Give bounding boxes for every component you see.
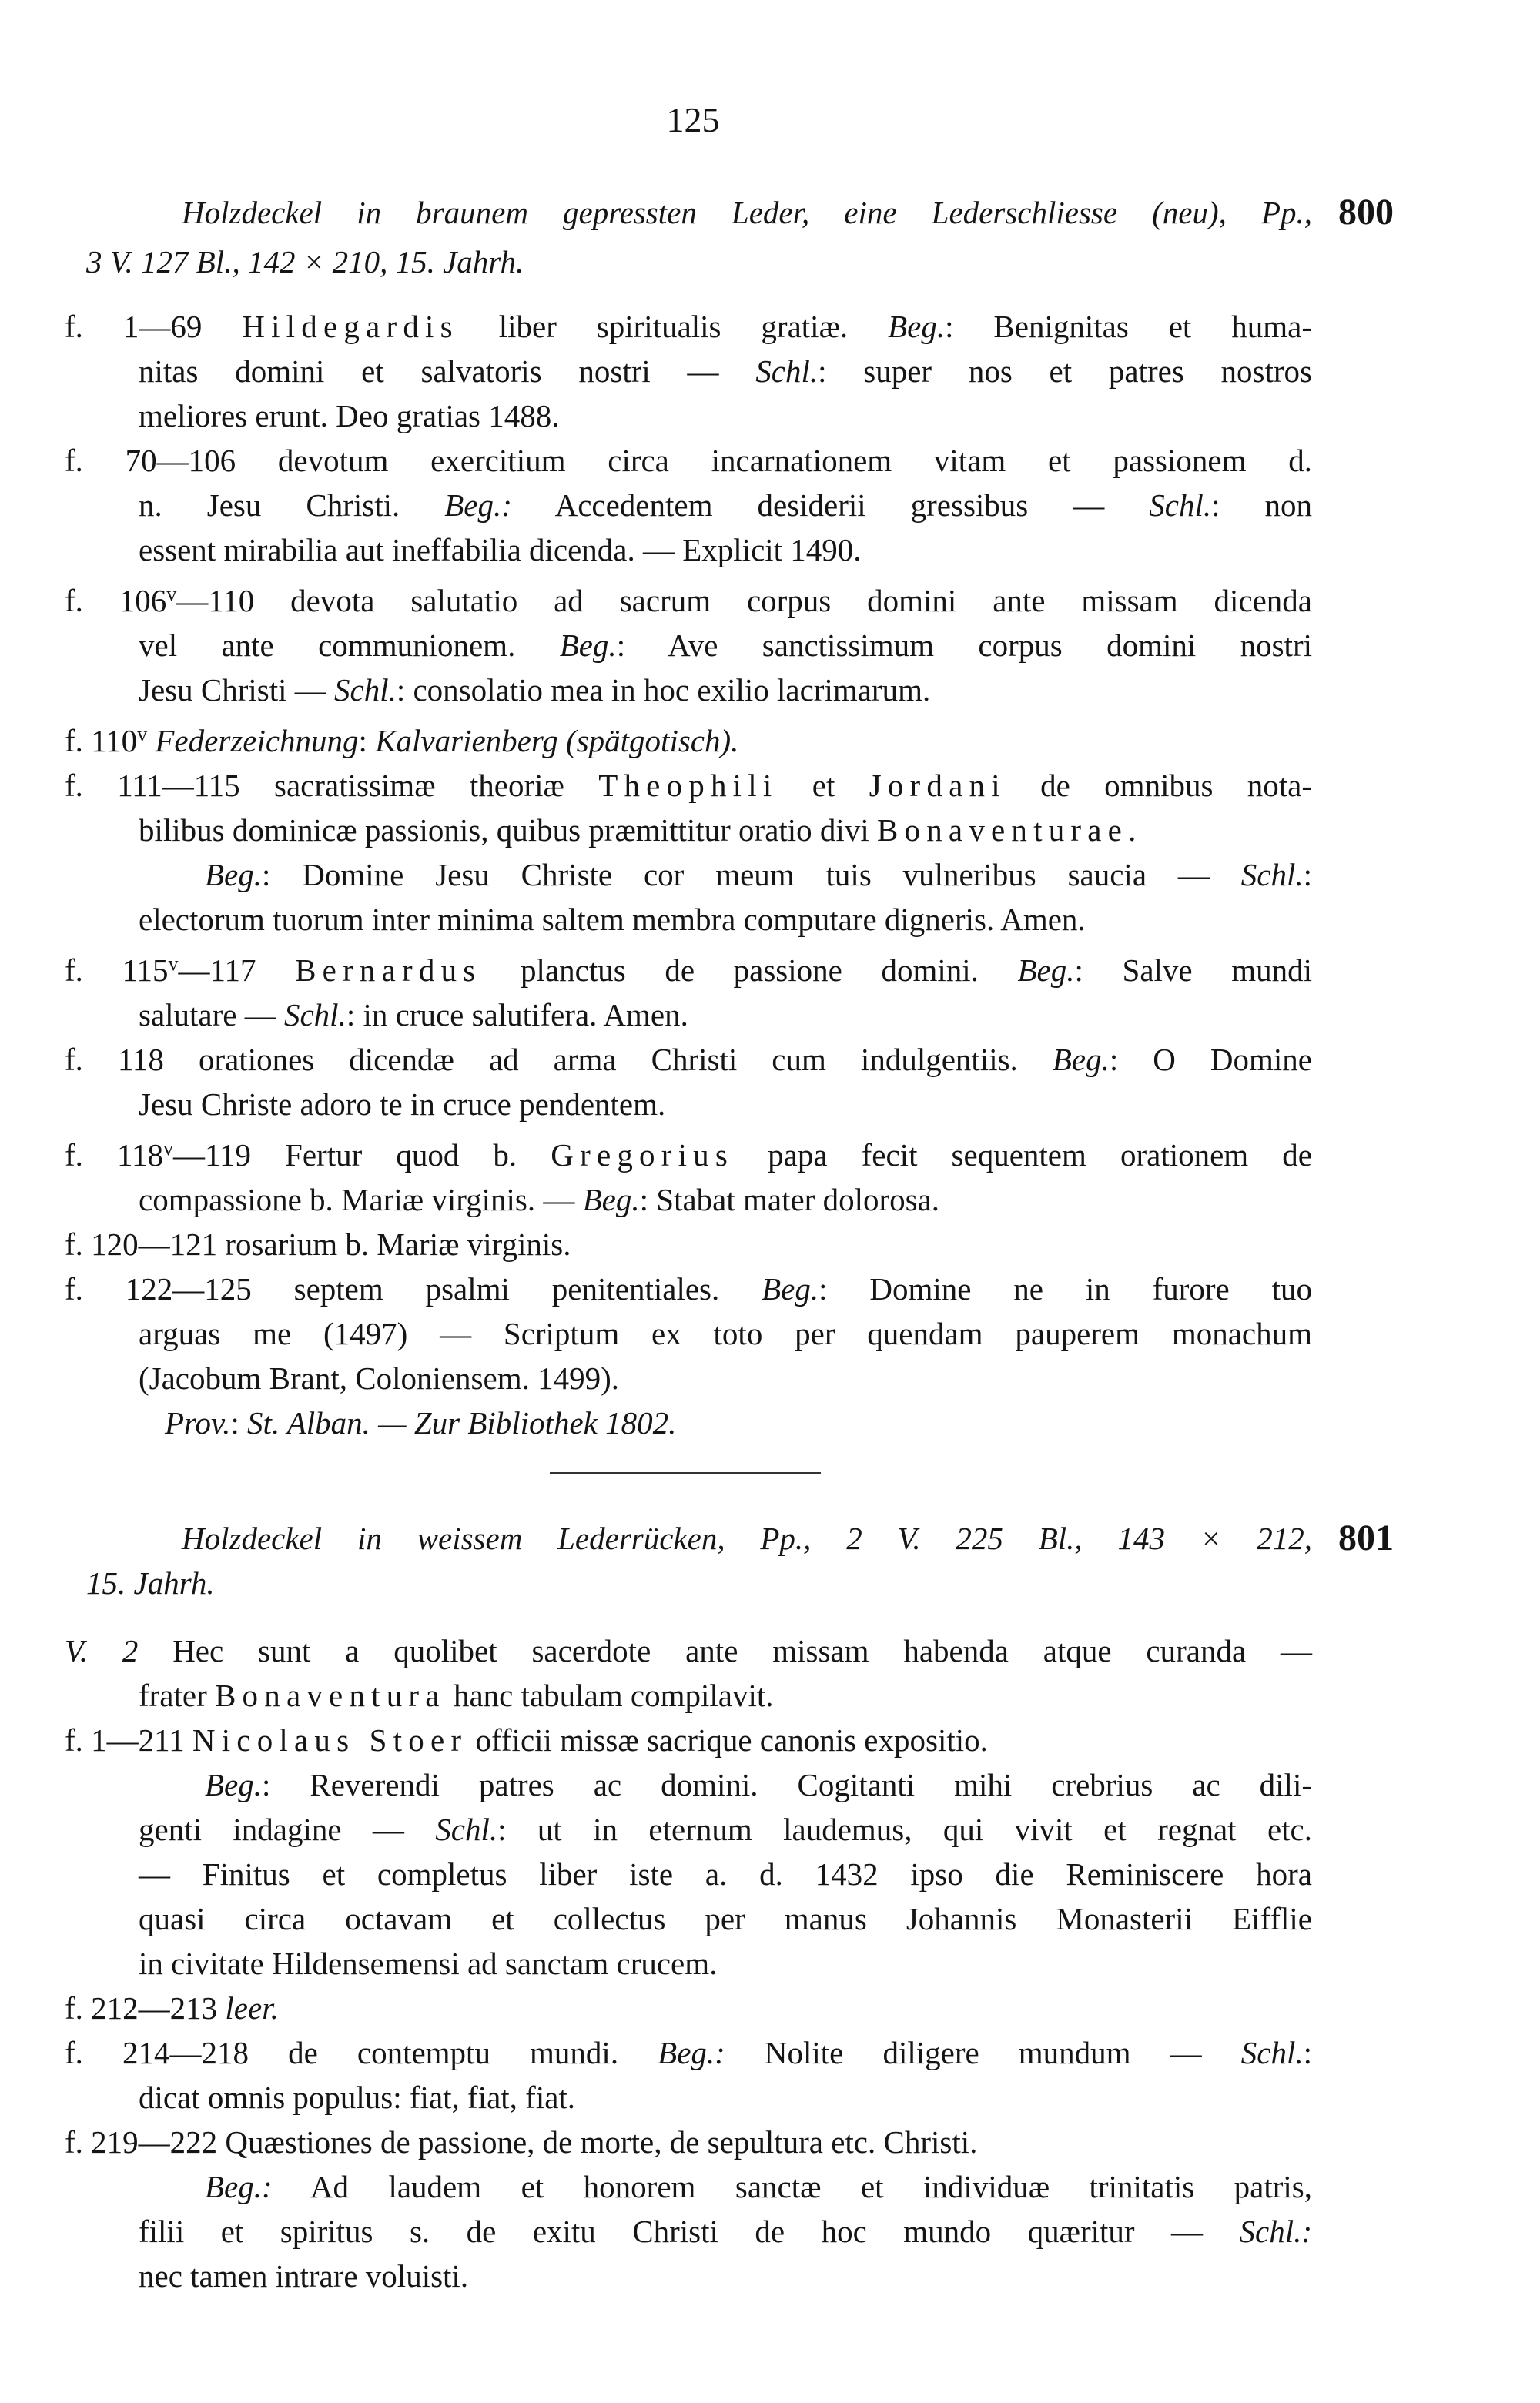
italic-text: Beg.	[762, 1271, 819, 1307]
text-segment: et	[778, 768, 869, 803]
folio-entry	[0, 572, 1540, 712]
text-segment: —117	[178, 952, 296, 988]
italic-text: Schl.	[1240, 2035, 1304, 2070]
catalog-number: 801	[1338, 1518, 1394, 1558]
text-line	[65, 1037, 1312, 1082]
text-line	[139, 1311, 1312, 1356]
text-segment: f. 118 orationes dicendæ ad arma Christi cum indulgentiis.	[65, 1042, 1053, 1077]
superscript: v	[162, 1137, 173, 1160]
folio-entry	[0, 712, 1540, 763]
folio-entry	[0, 1628, 1540, 1718]
text-line	[65, 1628, 1312, 1673]
text-segment: Jesu Christi —	[139, 672, 334, 708]
text-line	[205, 852, 1312, 897]
text-line	[65, 304, 1312, 349]
text-segment: : Domine ne in furore tuo	[819, 1271, 1312, 1307]
spaced-name: Bernardus	[295, 952, 482, 988]
spaced-name: Gregorius	[551, 1137, 735, 1173]
text-line	[139, 897, 1312, 942]
text-line	[139, 668, 1312, 712]
text-segment: f. 110	[65, 723, 138, 758]
italic-text: Beg.	[582, 1182, 640, 1217]
text-line	[139, 1807, 1312, 1852]
text-segment: f. 115	[65, 952, 169, 988]
text-segment: : super nos et patres nostros	[818, 353, 1312, 389]
text-segment: electorum tuorum inter minima saltem membra computare digneris. Amen.	[139, 902, 1086, 937]
text-line	[65, 1267, 1312, 1311]
text-segment: f. 118	[65, 1137, 163, 1173]
catalog-number: 800	[1338, 192, 1394, 233]
superscript: v	[137, 723, 148, 745]
spaced-name: Bonaventura	[215, 1678, 446, 1713]
text-line	[139, 1852, 1312, 1896]
section-divider	[550, 1472, 821, 1474]
italic-text: Federzeichnung	[155, 723, 359, 758]
folio-entry	[0, 1986, 1540, 2030]
header-line: Holzdeckel in weissem Lederrücken, Pp., 2 V. 225 Bl., 143 × 212,	[182, 1521, 1312, 1556]
text-segment: f. 212—213	[65, 1990, 226, 2026]
text-line	[65, 438, 1312, 483]
text-segment: : Stabat mater dolorosa.	[639, 1182, 940, 1217]
text-line	[139, 349, 1312, 393]
text-segment: f. 1—69	[65, 309, 243, 344]
text-line	[139, 1356, 1312, 1401]
text-segment: f. 214—218 de contemptu mundi.	[65, 2035, 658, 2070]
text-line	[65, 763, 1312, 808]
text-segment: Accedentem desiderii gressibus —	[511, 487, 1150, 523]
text-segment: f. 106	[65, 583, 167, 618]
text-segment: : ut in eternum laudemus, qui vivit et regnat etc.	[497, 1812, 1312, 1847]
text-segment: : Domine Jesu Christe cor meum tuis vulneribus saucia —	[262, 857, 1241, 892]
text-line	[139, 2075, 1312, 2120]
text-segment: Hec sunt a quolibet sacerdote ante missam habenda atque curanda —	[138, 1633, 1313, 1668]
text-segment: : Benignitas et huma-	[945, 309, 1313, 344]
text-segment: .	[1128, 812, 1137, 848]
italic-text: Beg.:	[205, 2169, 273, 2204]
contents-list	[0, 304, 1540, 1445]
text-line	[139, 1941, 1312, 1986]
italic-text: St. Alban. — Zur Bibliothek 1802.	[247, 1405, 677, 1441]
text-line	[65, 1986, 1312, 2030]
folio-entry	[0, 2120, 1540, 2298]
text-line	[139, 808, 1312, 852]
text-segment: quasi circa octavam et collectus per manus Johannis Monasterii Eifflie	[139, 1901, 1312, 1936]
text-segment: nec tamen intrare voluisti.	[139, 2258, 469, 2294]
text-segment: —110 devota salutatio ad sacrum corpus domini ante missam dicenda	[176, 583, 1313, 618]
text-segment: :	[1303, 2035, 1312, 2070]
text-segment: : Ave sanctissimum corpus domini nostri	[616, 628, 1312, 663]
folio-entry	[0, 1267, 1540, 1401]
text-line	[139, 1896, 1312, 1941]
text-line	[65, 1126, 1312, 1177]
text-segment: f. 111—115 sacratissimæ theoriæ	[65, 768, 599, 803]
text-line	[65, 942, 1312, 992]
italic-text: Schl.	[1149, 487, 1212, 523]
spaced-name: Bonaventurae	[876, 812, 1129, 848]
text-line	[139, 393, 1312, 438]
text-line	[139, 623, 1312, 668]
text-segment: compassione b. Mariæ virginis. —	[139, 1182, 583, 1217]
text-line	[139, 1082, 1312, 1126]
text-segment: filii et spiritus s. de exitu Christi de hoc mundo quæritur —	[139, 2214, 1240, 2249]
text-segment: vel ante communionem.	[139, 628, 560, 663]
text-segment: (Jacobum Brant, Coloniensem. 1499).	[139, 1360, 620, 1396]
text-segment: papa fecit sequentem orationem de	[734, 1137, 1312, 1173]
folio-entry	[0, 304, 1540, 438]
italic-text: Beg.:	[444, 487, 512, 523]
text-line	[139, 483, 1312, 527]
spaced-name: Theophili	[598, 768, 778, 803]
text-line	[65, 1718, 1312, 1762]
spaced-name: Nicolaus Stoer	[192, 1722, 468, 1758]
italic-text: Beg.	[888, 309, 946, 344]
superscript: v	[168, 952, 179, 975]
text-segment: liber spiritualis gratiæ.	[458, 309, 889, 344]
italic-text: Beg.	[559, 628, 617, 663]
italic-text: V. 2	[65, 1633, 139, 1668]
text-line	[139, 1177, 1312, 1222]
italic-text: Kalvarienberg (spätgotisch).	[375, 723, 739, 758]
text-segment: officii missæ sacrique canonis expositio.	[467, 1722, 988, 1758]
text-segment: : consolatio mea in hoc exilio lacrimarum.	[396, 672, 931, 708]
text-line	[165, 1401, 1412, 1445]
text-line	[65, 2030, 1312, 2075]
text-segment: Nolite diligere mundum —	[725, 2035, 1241, 2070]
text-segment: n. Jesu Christi.	[139, 487, 445, 523]
text-segment: : Salve mundi	[1074, 952, 1313, 988]
header-line: 3 V. 127 Bl., 142 × 210, 15. Jahrh.	[86, 244, 524, 279]
text-segment: Ad laudem et honorem sanctæ et individuæ trinitatis patris,	[272, 2169, 1312, 2204]
text-segment: : Reverendi patres ac domini. Cogitanti mihi crebrius ac dili-	[262, 1767, 1312, 1802]
italic-text: leer.	[225, 1990, 279, 2026]
text-segment: f. 122—125 septem psalmi penitentiales.	[65, 1271, 762, 1307]
text-line	[139, 992, 1312, 1037]
italic-text: Schl.	[1240, 857, 1304, 892]
text-line	[205, 1762, 1312, 1807]
folio-entry	[0, 1718, 1540, 1986]
italic-text: Schl.	[283, 997, 346, 1032]
italic-text: Prov.	[165, 1405, 231, 1441]
text-line	[139, 1673, 1312, 1718]
folio-entry	[0, 1222, 1540, 1267]
italic-text: Beg.	[1052, 1042, 1110, 1077]
italic-text: Schl.	[334, 672, 397, 708]
contents-list	[0, 1628, 1540, 2298]
text-segment: dicat omnis populus: fiat, fiat, fiat.	[139, 2080, 576, 2115]
italic-text: Beg.	[1017, 952, 1075, 988]
header-line: Holzdeckel in braunem gepressten Leder, eine Lederschliesse (neu), Pp.,	[182, 195, 1312, 230]
italic-text: Schl.:	[1239, 2214, 1312, 2249]
text-line	[139, 2209, 1312, 2254]
text-segment	[147, 723, 155, 758]
folio-entry	[0, 438, 1540, 572]
italic-text: Beg.	[205, 857, 262, 892]
text-segment: : non	[1211, 487, 1312, 523]
header-line: 15. Jahrh.	[86, 1565, 215, 1601]
text-line	[65, 572, 1312, 623]
text-segment: — Finitus et completus liber iste a. d. 1432 ipso die Reminiscere hora	[139, 1856, 1312, 1892]
superscript: v	[166, 583, 177, 605]
spaced-name: Jordani	[869, 768, 1006, 803]
text-line	[139, 2254, 1312, 2298]
text-segment: : in cruce salutifera. Amen.	[346, 997, 688, 1032]
text-line	[65, 2120, 1312, 2164]
text-segment: planctus de passione domini.	[481, 952, 1018, 988]
text-line	[205, 2164, 1312, 2209]
italic-text: Beg.:	[658, 2035, 725, 2070]
folio-entry	[0, 2030, 1540, 2120]
text-segment: essent mirabilia aut ineffabilia dicenda. — Explicit 1490.	[139, 532, 862, 567]
folio-entry	[0, 1126, 1540, 1222]
text-segment: f. 70—106 devotum exercitium circa incarnationem vitam et passionem d.	[65, 443, 1312, 478]
text-segment: meliores erunt. Deo gratias 1488.	[139, 398, 560, 433]
text-segment: nitas domini et salvatoris nostri —	[139, 353, 756, 389]
folio-entry	[0, 1401, 1540, 1445]
folio-entry	[0, 1037, 1540, 1126]
text-segment: Jesu Christe adoro te in cruce pendentem.	[139, 1086, 666, 1122]
text-segment: salutare —	[139, 997, 284, 1032]
text-line	[139, 527, 1312, 572]
folio-entry	[0, 942, 1540, 1037]
text-segment: arguas me (1497) — Scriptum ex toto per quendam pauperem monachum	[139, 1316, 1312, 1351]
text-segment: :	[358, 723, 376, 758]
text-segment: —119 Fertur quod b.	[172, 1137, 551, 1173]
italic-text: Schl.	[435, 1812, 498, 1847]
text-segment: in civitate Hildensemensi ad sanctam crucem.	[139, 1946, 718, 1981]
text-line	[65, 712, 1312, 763]
text-segment: genti indagine —	[139, 1812, 436, 1847]
folio-entry	[0, 763, 1540, 942]
spaced-name: Hildegardis	[242, 309, 459, 344]
italic-text: Schl.	[755, 353, 819, 389]
italic-text: Beg.	[205, 1767, 262, 1802]
text-segment: :	[1303, 857, 1312, 892]
text-segment: hanc tabulam compilavit.	[445, 1678, 774, 1713]
text-segment: frater	[139, 1678, 215, 1713]
text-segment: :	[230, 1405, 248, 1441]
text-segment: bilibus dominicæ passionis, quibus præmittitur oratio divi	[139, 812, 877, 848]
text-segment: f. 120—121 rosarium b. Mariæ virginis.	[65, 1227, 571, 1262]
text-segment: f. 219—222 Quæstiones de passione, de morte, de sepultura etc. Christi.	[65, 2124, 978, 2160]
text-segment: : O Domine	[1109, 1042, 1312, 1077]
text-segment: de omnibus nota-	[1006, 768, 1313, 803]
text-line	[65, 1222, 1312, 1267]
text-segment: f. 1—211	[65, 1722, 192, 1758]
page-number: 125	[666, 100, 720, 139]
